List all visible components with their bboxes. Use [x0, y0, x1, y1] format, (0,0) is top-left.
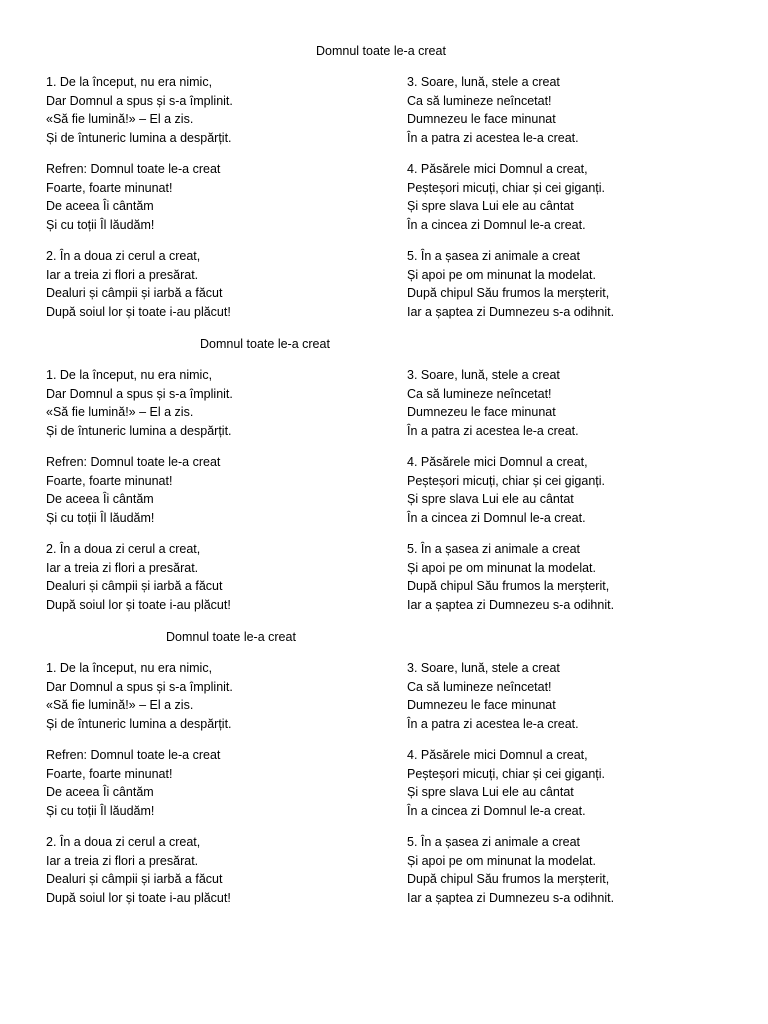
- stanza: [407, 453, 605, 527]
- lyric-line: 5. În a șasea zi animale a creat: [407, 249, 581, 263]
- lyric-line: 4. Păsărele mici Domnul a creat,: [407, 455, 588, 469]
- lyric-line: 1. De la început, nu era nimic,: [46, 661, 213, 675]
- lyric-line: Foarte, foarte minunat!: [46, 766, 173, 781]
- lyric-line: După soiul lor și toate i-au plăcut!: [46, 890, 231, 905]
- stanza: [407, 659, 579, 733]
- stanza: [407, 833, 614, 907]
- stanza: [46, 659, 233, 733]
- lyric-line: După soiul lor și toate i-au plăcut!: [46, 597, 231, 612]
- lyric-line: Refren: Domnul toate le-a creat: [46, 455, 221, 469]
- lyric-line: Dealuri și câmpii și iarbă a făcut: [46, 286, 223, 300]
- lyric-line: În a patra zi acestea le-a creat.: [407, 716, 579, 731]
- lyric-line: Peșteșori micuți, chiar și cei giganți.: [407, 180, 605, 195]
- lyric-line: De aceea Îi cântăm: [46, 199, 154, 213]
- stanza: [46, 73, 233, 147]
- lyric-line: Și apoi pe om minunat la modelat.: [407, 560, 596, 575]
- stanza: [407, 73, 579, 147]
- stanza: [46, 366, 233, 440]
- lyric-line: În a cincea zi Domnul le-a creat.: [407, 510, 586, 525]
- lyric-line: 4. Păsărele mici Domnul a creat,: [407, 748, 588, 762]
- lyric-line: «Să fie lumină!» – El a zis.: [46, 112, 194, 126]
- lyric-line: Și apoi pe om minunat la modelat.: [407, 853, 596, 868]
- lyric-line: Și de întuneric lumina a despărțit.: [46, 716, 232, 731]
- stanza: [46, 540, 231, 614]
- stanza: [407, 160, 605, 234]
- lyric-line: După soiul lor și toate i-au plăcut!: [46, 304, 231, 319]
- lyric-line: Ca să lumineze neîncetat!: [407, 93, 552, 108]
- song-title: Domnul toate le-a creat: [166, 630, 296, 644]
- lyric-line: «Să fie lumină!» – El a zis.: [46, 698, 194, 712]
- stanza: [407, 746, 605, 820]
- lyric-line: Peșteșori micuți, chiar și cei giganți.: [407, 473, 605, 488]
- lyric-line: Dar Domnul a spus și s-a împlinit.: [46, 386, 233, 401]
- lyric-line: În a cincea zi Domnul le-a creat.: [407, 803, 586, 818]
- lyric-line: Ca să lumineze neîncetat!: [407, 386, 552, 401]
- lyric-line: 5. În a șasea zi animale a creat: [407, 542, 581, 556]
- lyric-line: Iar a șaptea zi Dumnezeu s-a odihnit.: [407, 890, 615, 905]
- lyric-line: 1. De la început, nu era nimic,: [46, 368, 213, 382]
- lyric-line: 2. În a doua zi cerul a creat,: [46, 249, 201, 263]
- lyric-line: Iar a treia zi flori a presărat.: [46, 853, 199, 868]
- lyric-line: 3. Soare, lună, stele a creat: [407, 75, 560, 89]
- lyric-line: 5. În a șasea zi animale a creat: [407, 835, 581, 849]
- lyric-line: 2. În a doua zi cerul a creat,: [46, 542, 201, 556]
- lyric-line: Iar a treia zi flori a presărat.: [46, 560, 199, 575]
- lyric-line: 3. Soare, lună, stele a creat: [407, 368, 560, 382]
- lyric-line: Refren: Domnul toate le-a creat: [46, 162, 221, 176]
- song-title: Domnul toate le-a creat: [316, 44, 446, 58]
- lyric-line: «Să fie lumină!» – El a zis.: [46, 405, 194, 419]
- lyric-line: Dar Domnul a spus și s-a împlinit.: [46, 679, 233, 694]
- stanza: [407, 247, 614, 321]
- lyric-line: Foarte, foarte minunat!: [46, 473, 173, 488]
- lyric-line: Iar a treia zi flori a presărat.: [46, 267, 199, 282]
- lyric-line: Iar a șaptea zi Dumnezeu s-a odihnit.: [407, 304, 615, 319]
- lyric-line: Și cu toții Îl lăudăm!: [46, 217, 155, 232]
- lyric-line: În a patra zi acestea le-a creat.: [407, 130, 579, 145]
- lyric-line: Dar Domnul a spus și s-a împlinit.: [46, 93, 233, 108]
- lyric-line: Și cu toții Îl lăudăm!: [46, 510, 155, 525]
- lyric-line: Dumnezeu le face minunat: [407, 405, 556, 419]
- lyric-line: După chipul Său frumos la merșterit,: [407, 286, 610, 300]
- lyric-line: Dumnezeu le face minunat: [407, 698, 556, 712]
- lyric-line: 4. Păsărele mici Domnul a creat,: [407, 162, 588, 176]
- lyric-line: Ca să lumineze neîncetat!: [407, 679, 552, 694]
- lyric-line: 2. În a doua zi cerul a creat,: [46, 835, 201, 849]
- lyric-line: Refren: Domnul toate le-a creat: [46, 748, 221, 762]
- lyric-line: Și spre slava Lui ele au cântat: [407, 492, 574, 506]
- refrain: [46, 453, 220, 527]
- lyric-line: După chipul Său frumos la merșterit,: [407, 872, 610, 886]
- lyric-line: 3. Soare, lună, stele a creat: [407, 661, 560, 675]
- stanza: [407, 540, 614, 614]
- lyric-line: Și cu toții Îl lăudăm!: [46, 803, 155, 818]
- lyric-line: Iar a șaptea zi Dumnezeu s-a odihnit.: [407, 597, 615, 612]
- lyric-line: Și de întuneric lumina a despărțit.: [46, 423, 232, 438]
- lyric-line: Peșteșori micuți, chiar și cei giganți.: [407, 766, 605, 781]
- lyric-line: 1. De la început, nu era nimic,: [46, 75, 213, 89]
- lyric-line: Și spre slava Lui ele au cântat: [407, 199, 574, 213]
- stanza: [407, 366, 579, 440]
- stanza: [46, 833, 231, 907]
- lyric-line: Dealuri și câmpii și iarbă a făcut: [46, 872, 223, 886]
- lyric-line: În a patra zi acestea le-a creat.: [407, 423, 579, 438]
- lyric-line: Foarte, foarte minunat!: [46, 180, 173, 195]
- lyric-line: De aceea Îi cântăm: [46, 785, 154, 799]
- lyric-line: Dealuri și câmpii și iarbă a făcut: [46, 579, 223, 593]
- lyric-line: Și de întuneric lumina a despărțit.: [46, 130, 232, 145]
- refrain: [46, 746, 220, 820]
- lyric-line: În a cincea zi Domnul le-a creat.: [407, 217, 586, 232]
- refrain: [46, 160, 220, 234]
- song-title: Domnul toate le-a creat: [200, 337, 330, 351]
- lyric-line: Dumnezeu le face minunat: [407, 112, 556, 126]
- lyric-line: Și spre slava Lui ele au cântat: [407, 785, 574, 799]
- lyric-line: De aceea Îi cântăm: [46, 492, 154, 506]
- stanza: [46, 247, 231, 321]
- lyric-line: Și apoi pe om minunat la modelat.: [407, 267, 596, 282]
- lyric-line: După chipul Său frumos la merșterit,: [407, 579, 610, 593]
